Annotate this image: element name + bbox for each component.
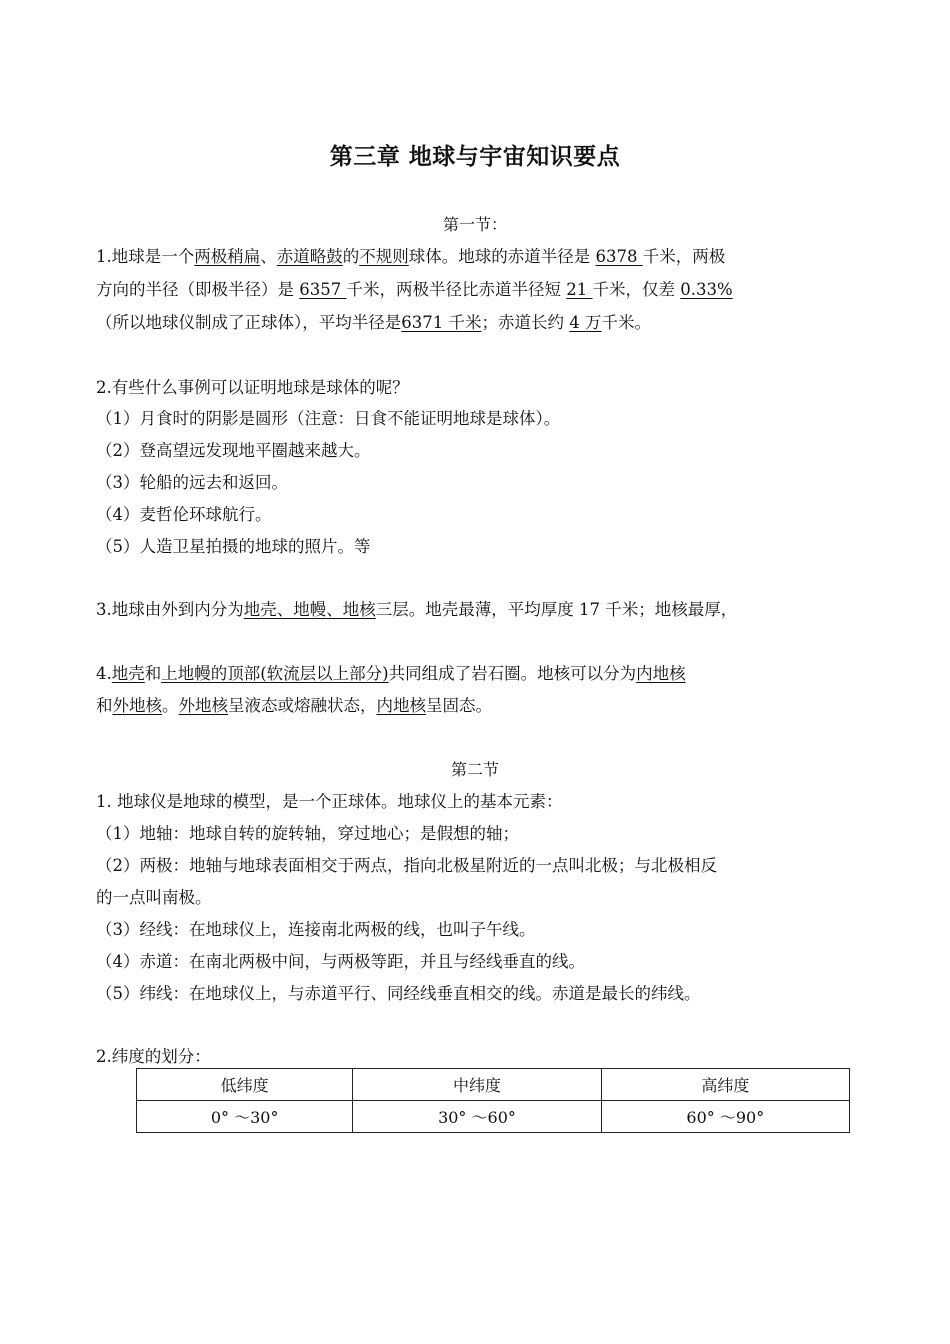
globe-element-item-continued: 的一点叫南极。 xyxy=(96,888,212,907)
answer-item: （2）登高望远发现地平圈越来越大。 xyxy=(96,441,371,460)
underlined-term: 赤道略鼓 xyxy=(276,247,343,266)
underlined-term: 外地核 xyxy=(112,696,162,715)
answer-item: （1）月食时的阴影是圆形（注意：日食不能证明地球是球体）。 xyxy=(96,409,561,428)
underlined-term: 上地幔的顶部(软流层以上部分) xyxy=(161,664,389,683)
paragraph-1-line-1: 1.地球是一个两极稍扁、赤道略鼓的不规则球体。地球的赤道半径是 6378 千米，两极 xyxy=(96,247,726,266)
underlined-term: 两极稍扁 xyxy=(194,247,261,266)
underlined-term: 不规则 xyxy=(359,247,409,266)
table-cell: 30° ～60° xyxy=(353,1101,601,1133)
globe-element-item: （4）赤道：在南北两极中间，与两极等距，并且与经线垂直的线。 xyxy=(96,952,585,971)
answer-item: （3）轮船的远去和返回。 xyxy=(96,473,288,492)
globe-element-item: （2）两极：地轴与地球表面相交于两点，指向北极星附近的一点叫北极；与北极相反 xyxy=(96,856,717,875)
underlined-term: 地壳 xyxy=(111,664,145,683)
table-header-cell: 高纬度 xyxy=(601,1069,849,1101)
table-header-cell: 低纬度 xyxy=(137,1069,353,1101)
underlined-term: 21 xyxy=(566,280,593,299)
latitude-division-heading: 2.纬度的划分： xyxy=(96,1047,211,1066)
globe-element-item: （3）经线：在地球仪上，连接南北两极的线，也叫子午线。 xyxy=(96,920,536,939)
underlined-term: 0.33% xyxy=(680,280,733,299)
page-title: 第三章 地球与宇宙知识要点 xyxy=(329,144,621,170)
section-heading-2: 第二节 xyxy=(450,760,499,779)
table-cell: 60° ～90° xyxy=(601,1101,849,1133)
globe-element-item: （1）地轴：地球自转的旋转轴，穿过地心；是假想的轴； xyxy=(96,824,519,843)
paragraph-1-line-2: 方向的半径（即极半径）是 6357 千米，两极半径比赤道半径短 21 千米，仅差 0.33% xyxy=(96,280,733,299)
paragraph-3: 3.地球由外到内分为地壳、地幔、地核三层。地壳最薄，平均厚度 17 千米；地核最厚， xyxy=(96,600,738,619)
paragraph-1-line-3: （所以地球仪制成了正球体），平均半径是6371 千米；赤道长约 4 万千米。 xyxy=(96,313,651,332)
question-2: 2.有些什么事例可以证明地球是球体的呢？ xyxy=(96,378,409,397)
underlined-term: 外地核 xyxy=(178,696,228,715)
underlined-term: 4 万 xyxy=(569,313,602,332)
paragraph-4-line-1: 4.地壳和上地幔的顶部(软流层以上部分)共同组成了岩石圈。地核可以分为内地核 xyxy=(96,664,686,683)
table-cell: 0° ～30° xyxy=(137,1101,353,1133)
section-heading-1: 第一节： xyxy=(442,215,507,234)
underlined-term: 地壳、地幔、地核 xyxy=(243,600,376,619)
underlined-term: 6378 xyxy=(595,247,643,266)
paragraph-4-line-2: 和外地核。外地核呈液态或熔融状态，内地核呈固态。 xyxy=(96,696,492,715)
underlined-term: 内地核 xyxy=(376,696,426,715)
paragraph-globe-intro: 1. 地球仪是地球的模型，是一个正球体。地球仪上的基本元素： xyxy=(96,792,563,811)
answer-item: （4）麦哲伦环球航行。 xyxy=(96,505,272,524)
globe-element-item: （5）纬线：在地球仪上，与赤道平行、同经线垂直相交的线。赤道是最长的纬线。 xyxy=(96,984,701,1003)
latitude-table xyxy=(136,1068,850,1133)
underlined-term: 6371 千米 xyxy=(401,313,482,332)
underlined-term: 内地核 xyxy=(636,664,686,683)
answer-item: （5）人造卫星拍摄的地球的照片。等 xyxy=(96,537,371,556)
table-header-row xyxy=(137,1069,850,1101)
table-row xyxy=(137,1101,850,1133)
table-header-cell: 中纬度 xyxy=(353,1069,601,1101)
underlined-term: 6357 xyxy=(299,280,347,299)
